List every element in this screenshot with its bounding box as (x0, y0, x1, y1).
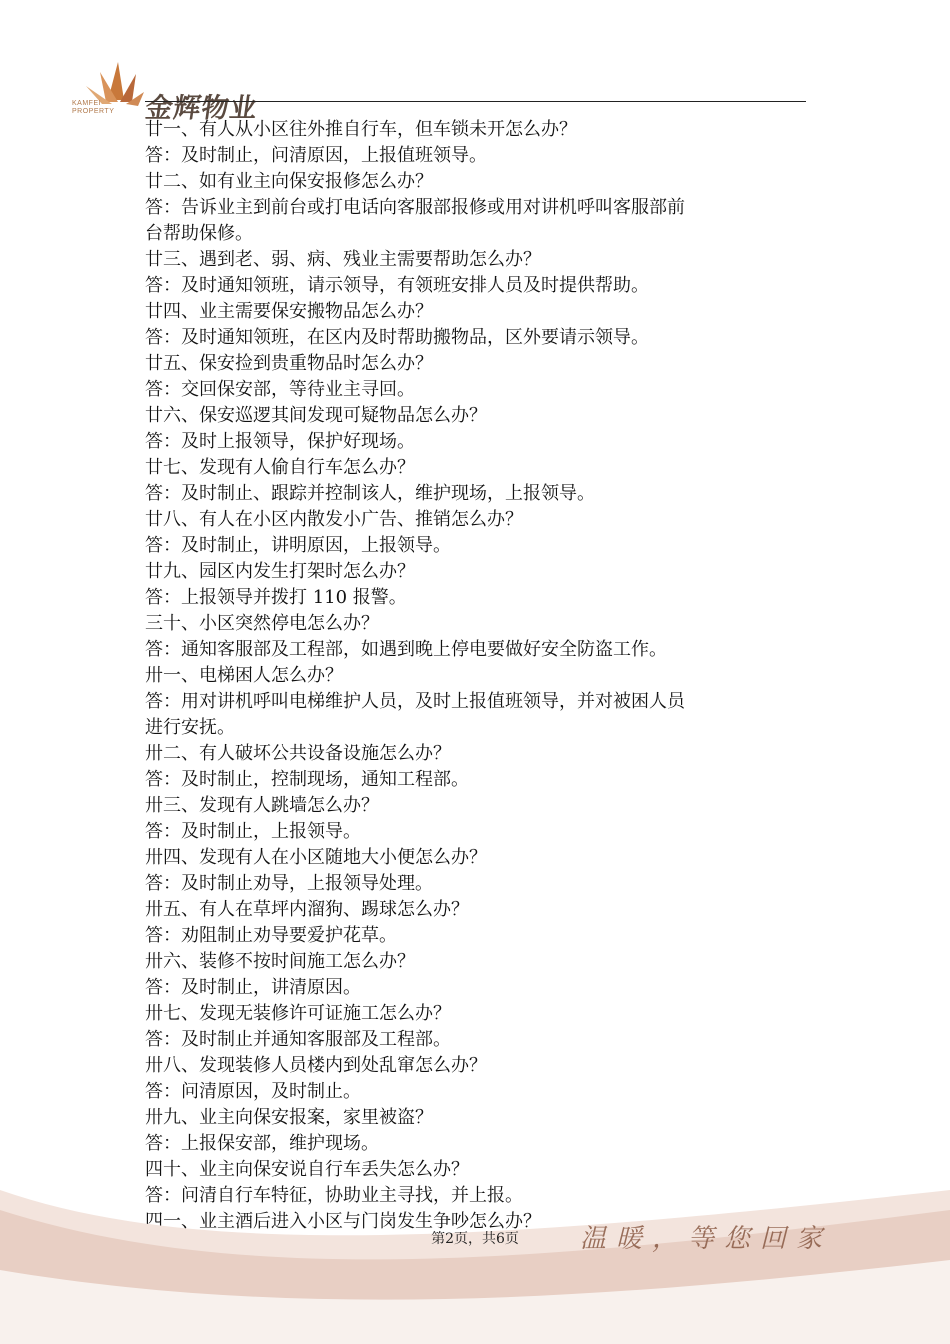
logo-english-text (72, 100, 114, 116)
continuation-line: 台帮助保修。 (145, 223, 253, 244)
question-line: 廿三、遇到老、弱、病、残业主需要帮助怎么办？ (145, 249, 541, 270)
answer-line: 答：及时制止，讲明原因，上报领导。 (145, 535, 451, 556)
question-line: 廿七、发现有人偷自行车怎么办？ (145, 457, 415, 478)
question-line: 廿一、有人从小区往外推自行车，但车锁未开怎么办？ (145, 119, 577, 140)
question-line: 廿四、业主需要保安搬物品怎么办？ (145, 301, 433, 322)
question-line: 三十、小区突然停电怎么办？ (145, 613, 379, 634)
answer-line: 答：问清自行车特征，协助业主寻找，并上报。 (145, 1185, 523, 1206)
logo-en-line: KAMFEI PROPERTY (72, 100, 115, 115)
answer-line: 答：告诉业主到前台或打电话向客服部报修或用对讲机呼叫客服部前 (145, 197, 685, 218)
answer-line: 答：及时制止、跟踪并控制该人，维护现场，上报领导。 (145, 483, 595, 504)
question-line: 四一、业主酒后进入小区与门岗发生争吵怎么办？ (145, 1211, 541, 1232)
question-line: 廿六、保安巡逻其间发现可疑物品怎么办？ (145, 405, 487, 426)
answer-line: 答：及时制止劝导，上报领导处理。 (145, 873, 433, 894)
answer-line: 答：及时通知领班，在区内及时帮助搬物品，区外要请示领导。 (145, 327, 649, 348)
question-line: 廿五、保安捡到贵重物品时怎么办？ (145, 353, 433, 374)
question-line: 四十、业主向保安说自行车丢失怎么办？ (145, 1159, 469, 1180)
answer-line: 答：劝阻制止劝导要爱护花草。 (145, 925, 397, 946)
page-number: 第2页，共6页 (431, 1231, 519, 1247)
question-line: 廿八、有人在小区内散发小广告、推销怎么办？ (145, 509, 523, 530)
question-line: 卅五、有人在草坪内溜狗、踢球怎么办？ (145, 899, 469, 920)
answer-line: 答：问清原因，及时制止。 (145, 1081, 361, 1102)
answer-line: 答：及时制止，讲清原因。 (145, 977, 361, 998)
answer-line: 答：上报保安部，维护现场。 (145, 1133, 379, 1154)
question-line: 卅八、发现装修人员楼内到处乱窜怎么办？ (145, 1055, 487, 1076)
answer-line: 答：及时通知领班，请示领导，有领班安排人员及时提供帮助。 (145, 275, 649, 296)
question-line: 廿二、如有业主向保安报修怎么办？ (145, 171, 433, 192)
answer-line: 答：通知客服部及工程部，如遇到晚上停电要做好安全防盗工作。 (145, 639, 667, 660)
answer-line: 答：交回保安部，等待业主寻回。 (145, 379, 415, 400)
answer-line: 答：及时制止并通知客服部及工程部。 (145, 1029, 451, 1050)
question-line: 卅二、有人破坏公共设备设施怎么办？ (145, 743, 451, 764)
question-line: 卅六、装修不按时间施工怎么办？ (145, 951, 415, 972)
answer-line: 答：及时制止，问清原因，上报值班领导。 (145, 145, 487, 166)
answer-line: 答：及时上报领导，保护好现场。 (145, 431, 415, 452)
document-body (145, 117, 815, 1235)
question-line: 廿九、园区内发生打架时怎么办？ (145, 561, 415, 582)
question-line: 卅七、发现无装修许可证施工怎么办？ (145, 1003, 451, 1024)
header-divider (145, 101, 806, 102)
question-line: 卅九、业主向保安报案，家里被盗？ (145, 1107, 433, 1128)
answer-line: 答：用对讲机呼叫电梯维护人员，及时上报值班领导，并对被困人员 (145, 691, 685, 712)
answer-line: 答：及时制止，上报领导。 (145, 821, 361, 842)
answer-line: 答：及时制止，控制现场，通知工程部。 (145, 769, 469, 790)
answer-line: 答：上报领导并拨打 110 报警。 (145, 587, 407, 608)
page-header (0, 0, 950, 130)
question-line: 卅四、发现有人在小区随地大小便怎么办？ (145, 847, 487, 868)
footer-slogan: 温暖，等您回家 (580, 1224, 833, 1254)
logo-chinese-text: 金辉物业 (143, 93, 260, 124)
question-line: 卅一、电梯困人怎么办？ (145, 665, 343, 686)
question-line: 卅三、发现有人跳墙怎么办？ (145, 795, 379, 816)
continuation-line: 进行安抚。 (145, 717, 235, 738)
